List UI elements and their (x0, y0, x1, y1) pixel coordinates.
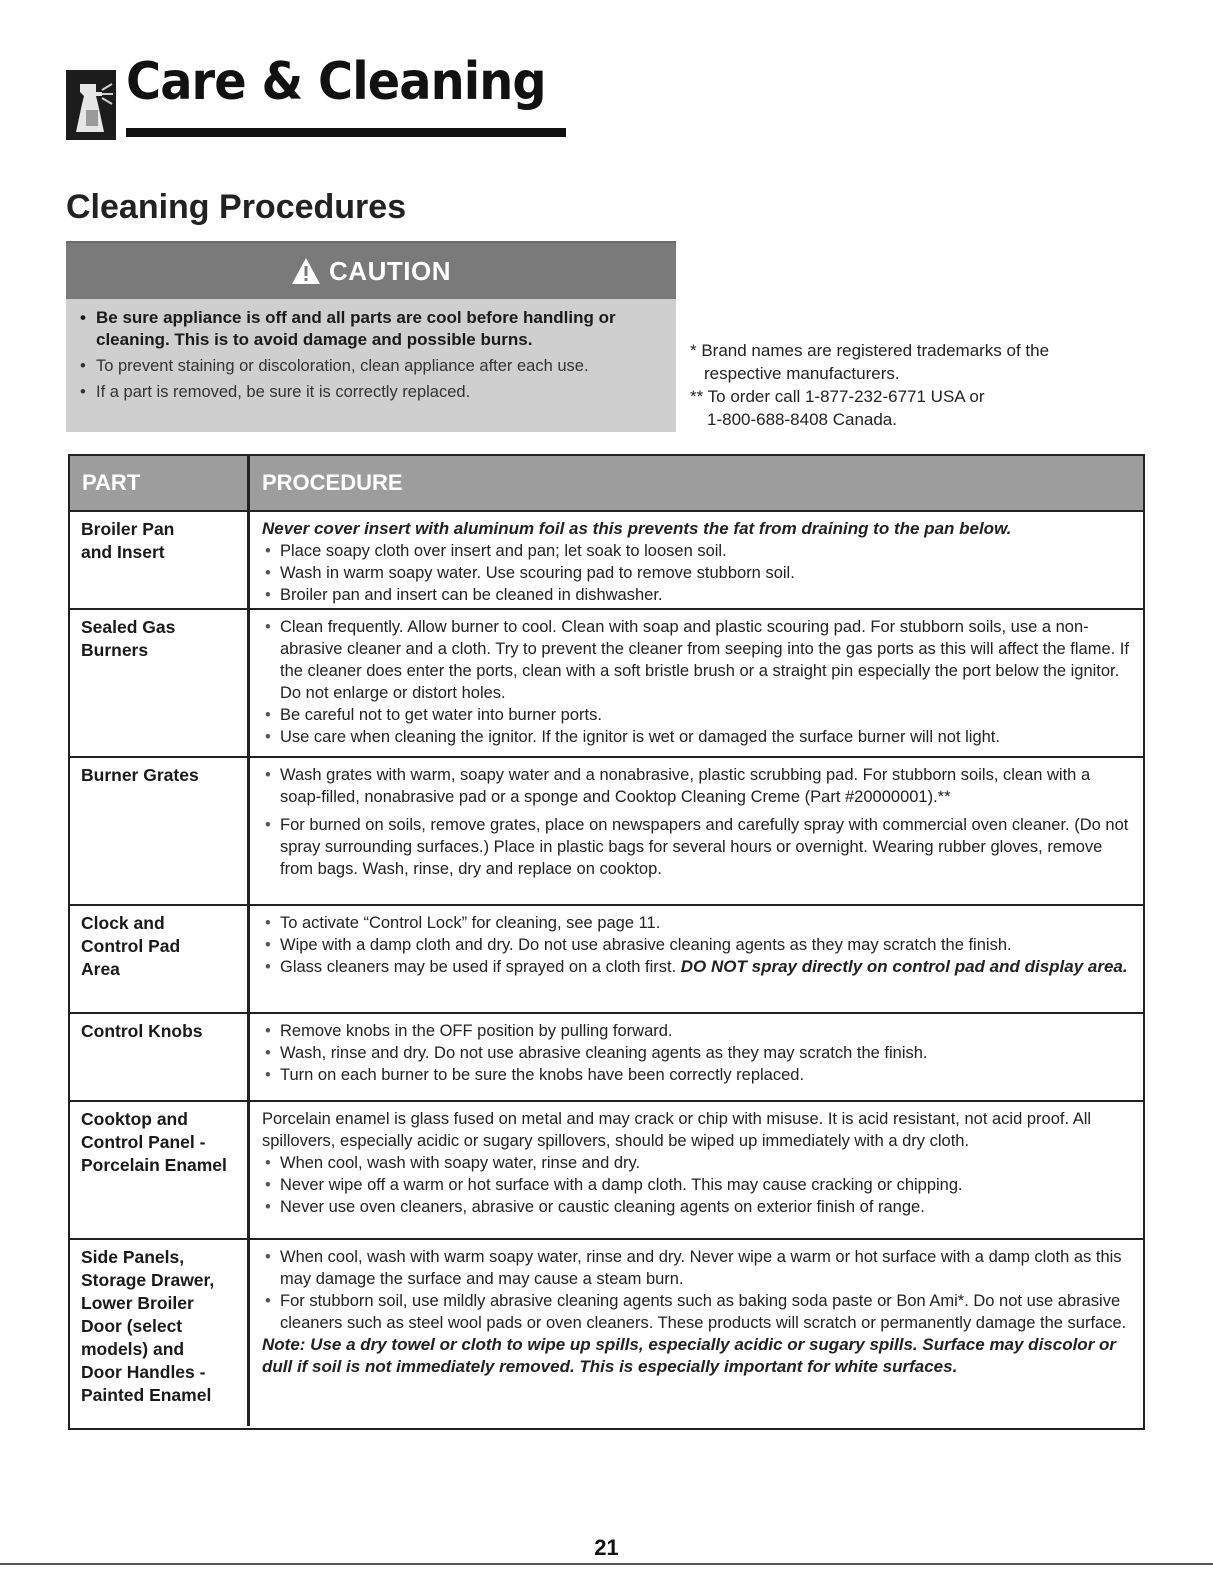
procedure-bullet: • Be careful not to get water into burner ports. (262, 704, 1133, 726)
caution-list (66, 299, 676, 403)
part-name: Sealed Gas Burners (81, 617, 176, 660)
emphasis-warning: DO NOT spray directly on control pad and display area. (680, 957, 1128, 976)
table-row (70, 758, 1143, 906)
caution-item: • To prevent staining or discoloration, clean appliance after each use. (80, 355, 662, 377)
procedure-cell (250, 1014, 1143, 1100)
procedure-bullet: • Never use oven cleaners, abrasive or caustic cleaning agents on exterior finish of range. (262, 1196, 1133, 1218)
table-row (70, 610, 1143, 758)
procedure-bullet-text: Glass cleaners may be used if sprayed on a cloth first. (280, 958, 681, 976)
part-cell (70, 1102, 250, 1238)
page-number: 21 (594, 1535, 619, 1560)
procedure-cell (250, 906, 1143, 1012)
part-name: Cooktop and Control Panel - Porcelain Enamel (81, 1109, 227, 1175)
procedure-bullet: • When cool, wash with soapy water, rinse and dry. (262, 1152, 1133, 1174)
part-cell (70, 1014, 250, 1100)
caution-item: • If a part is removed, be sure it is correctly replaced. (80, 381, 662, 403)
warning-statement: Never cover insert with aluminum foil as this prevents the fat from draining to the pan below. (262, 519, 1012, 538)
procedure-bullet: • For stubborn soil, use mildly abrasive cleaning agents such as baking soda paste or Bon Ami*. Do not use abrasive cleaners such as steel wool pads or oven cleaners. These products will scratch or permanently damage the surface. (262, 1290, 1133, 1334)
header-procedure: PROCEDURE (262, 470, 403, 495)
part-cell (70, 610, 250, 756)
part-cell (70, 512, 250, 608)
note-line: * Brand names are registered trademarks of the (690, 341, 1050, 360)
procedure-cell (250, 610, 1143, 756)
part-name: Side Panels, Storage Drawer, Lower Broiler Door (select models) and Door Handles - Painted Enamel (81, 1247, 215, 1405)
part-name: Clock and Control Pad Area (81, 913, 181, 979)
section-title: Cleaning Procedures (66, 188, 407, 226)
brand-title: Care & Cleaning (126, 52, 546, 112)
procedure-bullet: • Use care when cleaning the ignitor. If the ignitor is wet or damaged the surface burner will not light. (262, 726, 1133, 748)
procedure-table (68, 454, 1145, 1430)
part-name: Broiler Pan and Insert (81, 519, 175, 562)
caution-box (66, 241, 676, 432)
procedure-cell (250, 1240, 1143, 1426)
spray-bottle-icon (66, 70, 116, 140)
part-name: Control Knobs (81, 1021, 203, 1041)
procedure-bullet: • Wash in warm soapy water. Use scouring pad to remove stubborn soil. (262, 562, 1133, 584)
note-line: respective manufacturers. (704, 364, 900, 383)
header-part: PART (70, 456, 250, 510)
table-header (70, 456, 1143, 512)
note-line: ** To order call 1-877-232-6771 USA or (690, 387, 985, 406)
procedure-cell (250, 512, 1143, 608)
procedure-bullet: • Remove knobs in the OFF position by pulling forward. (262, 1020, 1133, 1042)
procedure-bullet: • To activate “Control Lock” for cleaning, see page 11. (262, 912, 1133, 934)
caution-item: • Be sure appliance is off and all parts are cool before handling or cleaning. This is to avoid damage and possible burns. (80, 307, 662, 351)
table-row (70, 1014, 1143, 1102)
procedure-bullet: • Wipe with a damp cloth and dry. Do not use abrasive cleaning agents as they may scratch the finish. (262, 934, 1133, 956)
table-row (70, 512, 1143, 610)
procedure-bullet: • Wash grates with warm, soapy water and a nonabrasive, plastic scrubbing pad. For stubborn soils, clean with a soap-filled, nonabrasive pad or a sponge and Cooktop Cleaning Creme (Part #20000001).** (262, 764, 1133, 808)
procedure-bullet: • Never wipe off a warm or hot surface with a damp cloth. This may cause cracking or chipping. (262, 1174, 1133, 1196)
procedure-cell (250, 758, 1143, 904)
part-cell (70, 906, 250, 1012)
bottom-rule (0, 1563, 1213, 1565)
table-row (70, 1102, 1143, 1240)
procedure-cell (250, 1102, 1143, 1238)
trademark-notes (690, 339, 1160, 431)
warning-triangle-icon (291, 257, 321, 285)
title-underline (126, 128, 566, 137)
part-name: Burner Grates (81, 765, 199, 785)
caution-label: CAUTION (329, 255, 451, 286)
procedure-bullet (262, 956, 1133, 978)
procedure-bullet: • Turn on each burner to be sure the knobs have been correctly replaced. (262, 1064, 1133, 1086)
note-statement: Note: Use a dry towel or cloth to wipe up spills, especially acidic or sugary spills. Surface may discolor or dull if soil is not immediately removed. This is especially important for white surfaces. (262, 1335, 1117, 1376)
table-row (70, 1240, 1143, 1426)
procedure-bullet: • When cool, wash with warm soapy water, rinse and dry. Never wipe a warm or hot surface with a damp cloth as this may damage the surface and may cause a steam burn. (262, 1246, 1133, 1290)
procedure-intro: Porcelain enamel is glass fused on metal and may crack or chip with misuse. It is acid resistant, not acid proof. All spillovers, especially acidic or sugary spillovers, should be wiped up immediately with a dry cloth. (262, 1110, 1092, 1150)
caution-header (66, 243, 676, 299)
procedure-bullet: • Clean frequently. Allow burner to cool. Clean with soap and plastic scouring pad. For stubborn soils, use a non-abrasive cleaner and a cloth. Try to prevent the cleaner from seeping into the gas ports as this will affect the flame. If the cleaner does enter the ports, clean with a soft bristle brush or a straight pin especially the port below the ignitor. Do not enlarge or distort holes. (262, 616, 1133, 704)
procedure-bullet: • Place soapy cloth over insert and pan; let soak to loosen soil. (262, 540, 1133, 562)
part-cell (70, 1240, 250, 1426)
procedure-bullet: • For burned on soils, remove grates, place on newspapers and carefully spray with commercial oven cleaner. (Do not spray surrounding surfaces.) Place in plastic bags for several hours or overnight. Wearing rubber gloves, remove from bags. Wash, rinse, dry and replace on cooktop. (262, 814, 1133, 880)
part-cell (70, 758, 250, 904)
procedure-bullet: • Wash, rinse and dry. Do not use abrasive cleaning agents as they may scratch the finish. (262, 1042, 1133, 1064)
note-line: 1-800-688-8408 Canada. (707, 410, 897, 429)
page-header (66, 52, 546, 148)
table-row (70, 906, 1143, 1014)
procedure-bullet: • Broiler pan and insert can be cleaned in dishwasher. (262, 584, 1133, 606)
